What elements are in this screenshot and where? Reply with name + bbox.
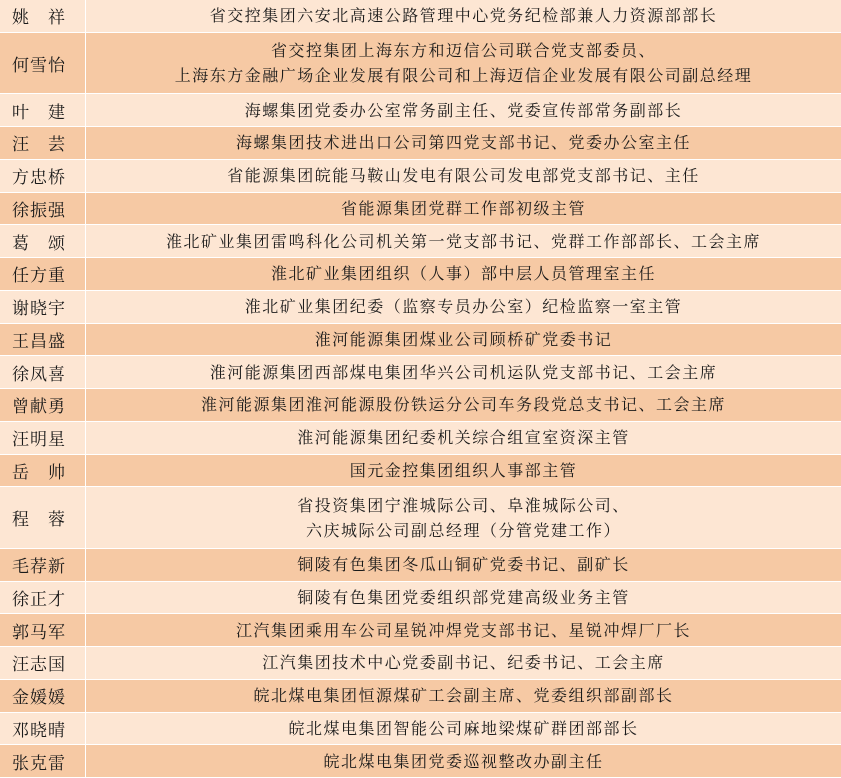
position-title: 海螺集团党委办公室常务副主任、党委宣传部常务副部长 [244, 100, 683, 120]
position-title: 淮河能源集团西部煤电集团华兴公司机运队党支部书记、工会主席 [209, 362, 718, 382]
table-row [0, 94, 841, 127]
person-name: 汪 芸 [0, 127, 86, 159]
person-name: 毛荐新 [0, 549, 86, 581]
person-name: 曾献勇 [0, 389, 86, 421]
position-title: 淮河能源集团纪委机关综合组宣室资深主管 [297, 428, 630, 448]
position-title: 皖北煤电集团智能公司麻地梁煤矿群团部部长 [288, 718, 639, 738]
person-name: 郭马军 [0, 614, 86, 646]
person-name: 金媛媛 [0, 680, 86, 712]
table-row [0, 614, 841, 647]
table-row [0, 582, 841, 615]
table-row [0, 258, 841, 291]
position-title: 海螺集团技术进出口公司第四党支部书记、党委办公室主任 [235, 133, 691, 153]
table-row [0, 0, 841, 33]
table-row [0, 160, 841, 193]
table-row [0, 389, 841, 422]
person-name: 张克雷 [0, 745, 86, 777]
person-name: 何雪怡 [0, 33, 86, 94]
position-title: 铜陵有色集团冬瓜山铜矿党委书记、副矿长 [297, 555, 630, 575]
position-title: 省交控集团上海东方和迈信公司联合党支部委员、 上海东方金融广场企业发展有限公司和上海迈信企业发展有限公司副总经理 [174, 41, 753, 85]
table-row [0, 324, 841, 357]
person-name: 程 蓉 [0, 487, 86, 548]
position-title: 淮河能源集团淮河能源股份铁运分公司车务段党总支书记、工会主席 [200, 395, 726, 415]
position-title: 江汽集团技术中心党委副书记、纪委书记、工会主席 [262, 653, 665, 673]
position-title: 省能源集团皖能马鞍山发电有限公司发电部党支部书记、主任 [227, 166, 700, 186]
person-name: 任方重 [0, 258, 86, 290]
person-name: 岳 帅 [0, 455, 86, 487]
position-title: 省投资集团宁淮城际公司、阜淮城际公司、 六庆城际公司副总经理（分管党建工作） [297, 495, 630, 540]
person-name: 姚 祥 [0, 0, 86, 32]
person-name: 徐凤喜 [0, 356, 86, 388]
table-row [0, 713, 841, 746]
person-name: 叶 建 [0, 94, 86, 126]
person-name: 徐振强 [0, 193, 86, 225]
person-name: 邓晓晴 [0, 713, 86, 745]
person-name: 王昌盛 [0, 324, 86, 356]
person-name: 葛 颂 [0, 225, 86, 257]
position-title: 省交控集团六安北高速公路管理中心党务纪检部兼人力资源部部长 [209, 6, 718, 26]
table-row [0, 422, 841, 455]
table-row [0, 33, 841, 95]
position-title: 皖北煤电集团党委巡视整改办副主任 [323, 751, 604, 771]
table-row [0, 745, 841, 778]
table-row [0, 455, 841, 488]
table-row [0, 193, 841, 226]
position-title: 国元金控集团组织人事部主管 [349, 460, 578, 480]
person-name: 谢晓宇 [0, 291, 86, 323]
position-title: 淮北矿业集团纪委（监察专员办公室）纪检监察一室主管 [244, 297, 683, 317]
table-row [0, 549, 841, 582]
table-row [0, 647, 841, 680]
table-row [0, 127, 841, 160]
position-title: 淮北矿业集团组织（人事）部中层人员管理室主任 [270, 264, 656, 284]
table-row [0, 356, 841, 389]
position-title: 省能源集团党群工作部初级主管 [340, 198, 586, 218]
person-name: 汪志国 [0, 647, 86, 679]
table-row [0, 487, 841, 549]
person-name: 方忠桥 [0, 160, 86, 192]
table-row [0, 680, 841, 713]
position-title: 淮河能源集团煤业公司顾桥矿党委书记 [314, 329, 613, 349]
person-name: 汪明星 [0, 422, 86, 454]
position-title: 皖北煤电集团恒源煤矿工会副主席、党委组织部副部长 [253, 686, 674, 706]
position-title: 铜陵有色集团党委组织部党建高级业务主管 [297, 587, 630, 607]
position-title: 淮北矿业集团雷鸣科化公司机关第一党支部书记、党群工作部部长、工会主席 [165, 231, 761, 251]
table-row [0, 291, 841, 324]
position-title: 江汽集团乘用车公司星锐冲焊党支部书记、星锐冲焊厂厂长 [235, 620, 691, 640]
table-row [0, 225, 841, 258]
person-name: 徐正才 [0, 582, 86, 614]
